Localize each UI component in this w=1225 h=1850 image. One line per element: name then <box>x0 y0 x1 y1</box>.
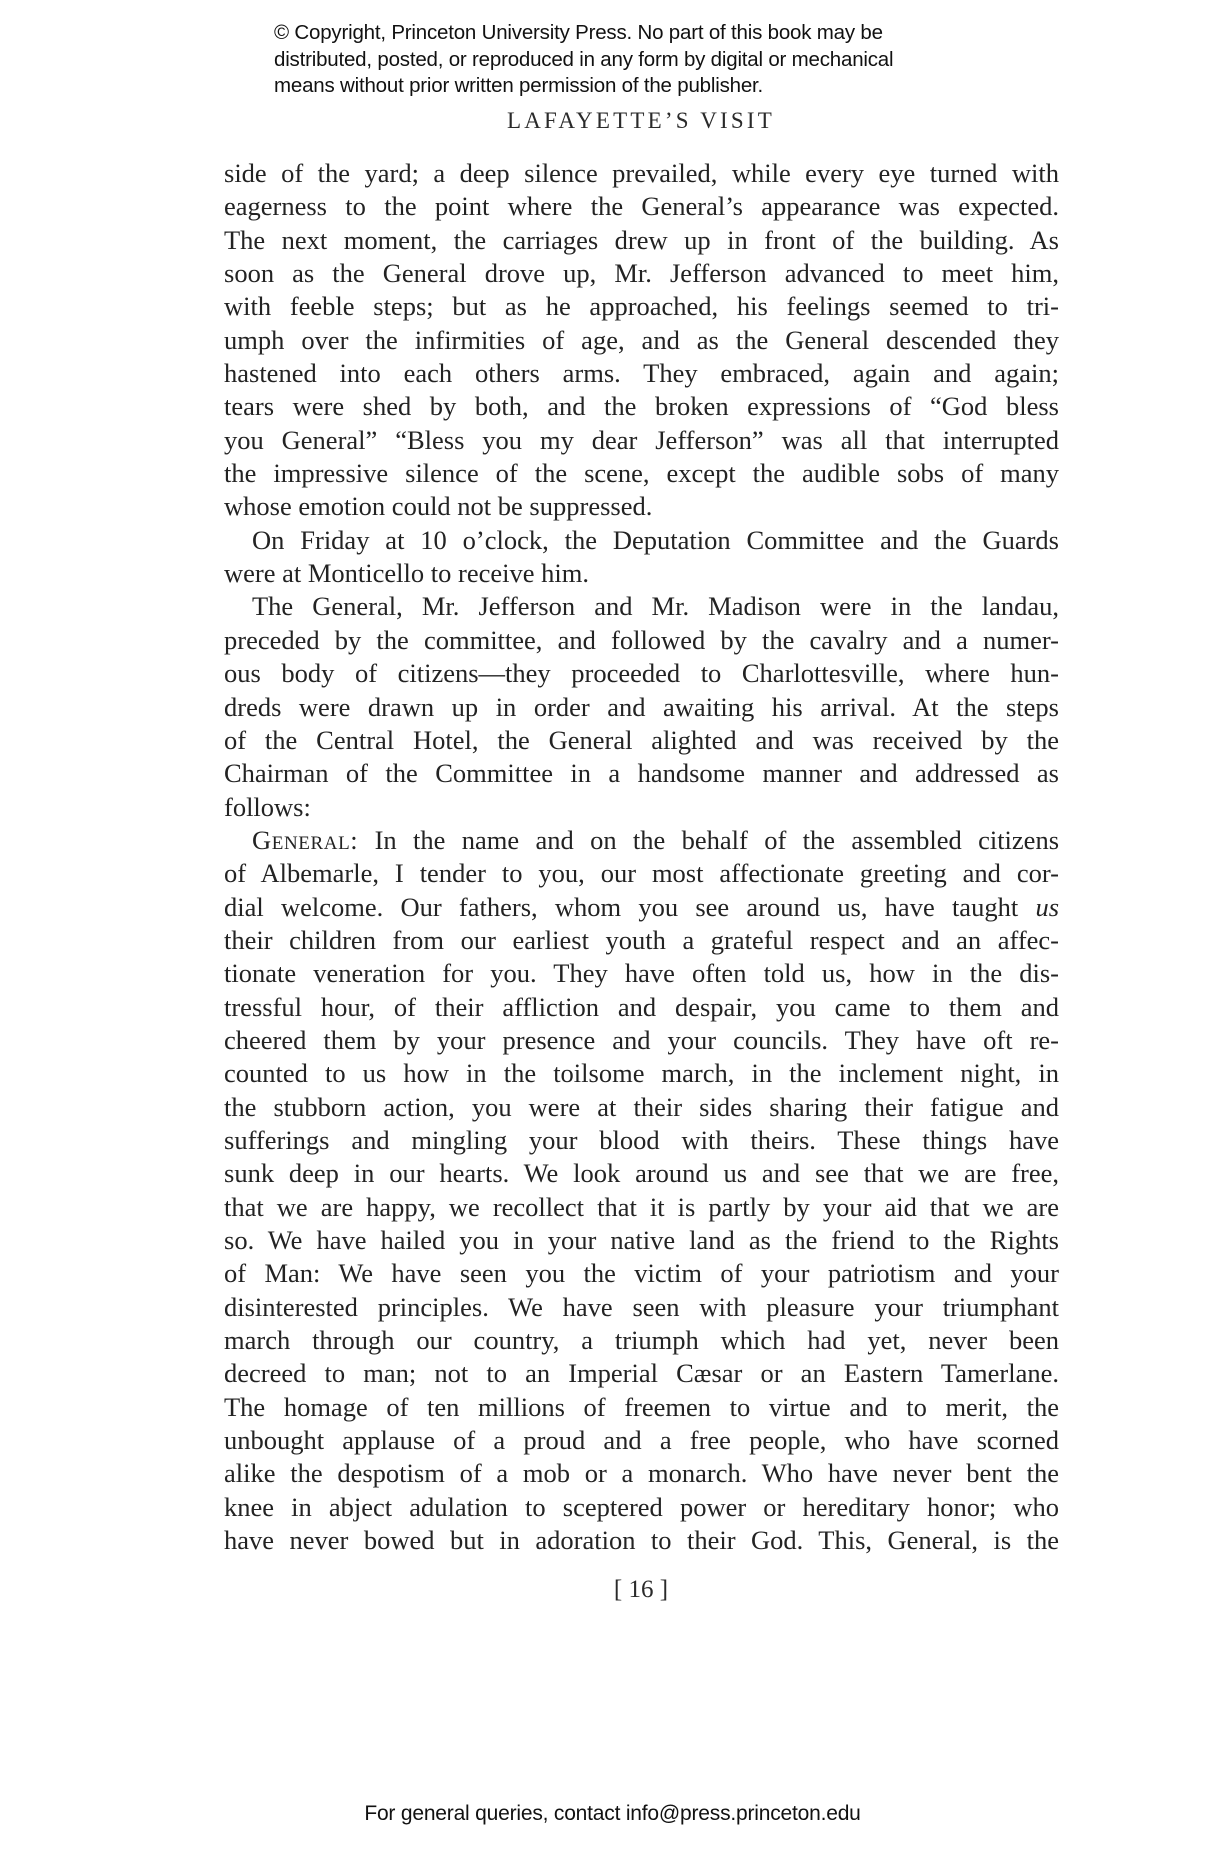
text-line: eagerness to the point where the General’s appearance was expected. <box>224 191 1059 222</box>
copyright-line: means without prior written permission of the publisher. <box>274 74 764 97</box>
text-line: sufferings and mingling your blood with theirs. These things have <box>224 1124 1059 1155</box>
text-line: preceded by the committee, and followed by the cavalry and a numer- <box>224 624 1059 655</box>
text-line: with feeble steps; but as he approached, his feelings seemed to tri- <box>224 291 1059 322</box>
text-line: dreds were drawn up in order and awaiting his arrival. At the steps <box>224 691 1059 722</box>
text-line: unbought applause of a proud and a free people, who have scorned <box>224 1425 1059 1456</box>
text-line: the impressive silence of the scene, except the audible sobs of many <box>224 458 1059 489</box>
copyright-line: © Copyright, Princeton University Press. No part of this book may be <box>274 21 883 44</box>
text-line: tears were shed by both, and the broken expressions of “God bless <box>224 391 1059 422</box>
text-line: march through our country, a triumph which had yet, never been <box>224 1325 1059 1356</box>
text-line: that we are happy, we recollect that it is partly by your aid that we are <box>224 1191 1059 1222</box>
italic-emphasis: us <box>1035 891 1060 922</box>
text-line: decreed to man; not to an Imperial Cæsar or an Eastern Tamerlane. <box>224 1358 1059 1389</box>
text-line: the stubborn action, you were at their sides sharing their fatigue and <box>224 1091 1059 1122</box>
paragraph-start: The General, Mr. Jefferson and Mr. Madison were in the landau, <box>252 591 1059 622</box>
text-line: disinterested principles. We have seen with pleasure your triumphant <box>224 1291 1059 1322</box>
text-line: their children from our earliest youth a grateful respect and an affec- <box>224 924 1059 955</box>
text-line: whose emotion could not be suppressed. <box>224 491 653 522</box>
text-line: side of the yard; a deep silence prevailed, while every eye turned with <box>224 158 1059 188</box>
text-line: of Albemarle, I tender to you, our most affectionate greeting and cor- <box>224 858 1059 889</box>
text-line: sunk deep in our hearts. We look around us and see that we are free, <box>224 1158 1059 1189</box>
text-line: Chairman of the Committee in a handsome manner and addressed as <box>224 758 1059 789</box>
running-head: LAFAYETTE’S VISIT <box>506 108 775 133</box>
footer-contact: For general queries, contact info@press.princeton.edu <box>364 1802 861 1825</box>
body-text <box>224 157 1059 1557</box>
text-line: alike the despotism of a mob or a monarch. Who have never bent the <box>224 1458 1059 1489</box>
text-line: hastened into each others arms. They embraced, again and again; <box>224 358 1059 389</box>
text-line: The homage of ten millions of freemen to virtue and to merit, the <box>224 1391 1059 1422</box>
text-line: of Man: We have seen you the victim of your patriotism and your <box>224 1258 1059 1289</box>
text-line: have never bowed but in adoration to their God. This, General, is the <box>224 1525 1059 1556</box>
text-line: The next moment, the carriages drew up in front of the building. As <box>224 224 1059 255</box>
text-line: counted to us how in the toilsome march, in the inclement night, in <box>224 1058 1059 1089</box>
text-line: soon as the General drove up, Mr. Jefferson advanced to meet him, <box>224 258 1059 289</box>
text-line: were at Monticello to receive him. <box>224 558 589 589</box>
text-line: you General” “Bless you my dear Jefferson” was all that interrupted <box>224 424 1059 455</box>
text-line <box>224 891 1059 924</box>
page-number: [ 16 ] <box>613 1576 669 1603</box>
text-line: In the name and on the behalf of the assembled citizens <box>374 824 1060 855</box>
copyright-notice <box>274 20 994 100</box>
text-line: of the Central Hotel, the General alighted and was received by the <box>224 724 1059 755</box>
text-line: cheered them by your presence and your councils. They have oft re- <box>224 1024 1059 1055</box>
text-line: follows: <box>224 791 311 822</box>
paragraph-start: On Friday at 10 o’clock, the Deputation Committee and the Guards <box>252 524 1059 555</box>
text-line-part: dial welcome. Our fathers, whom you see around us, have taught <box>224 891 1019 922</box>
text-line: knee in abject adulation to sceptered power or hereditary honor; who <box>224 1491 1059 1522</box>
text-line: tressful hour, of their affliction and despair, you came to them and <box>224 991 1059 1022</box>
copyright-line: distributed, posted, or reproduced in any form by digital or mechanical <box>274 47 894 71</box>
text-line: umph over the infirmities of age, and as the General descended they <box>224 324 1059 355</box>
speaker-label: General: <box>252 824 359 855</box>
paragraph-start <box>224 824 1059 857</box>
text-line: tionate veneration for you. They have often told us, how in the dis- <box>224 958 1059 989</box>
text-line: so. We have hailed you in your native land as the friend to the Rights <box>224 1225 1059 1255</box>
text-line: ous body of citizens—they proceeded to Charlottesville, where hun- <box>224 658 1059 689</box>
